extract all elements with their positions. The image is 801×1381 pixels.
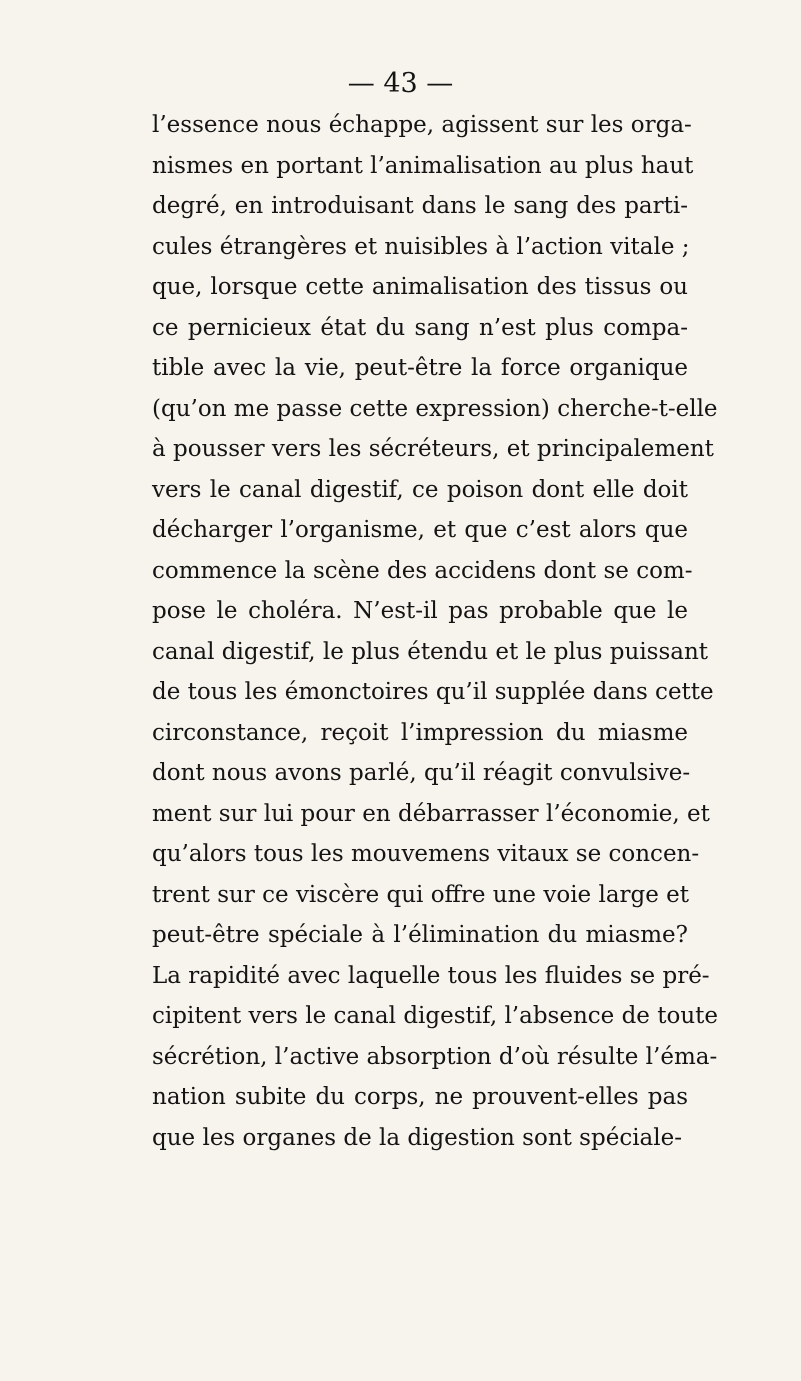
text-line: peut-être spéciale à l’élimination du miasme? [152,922,688,948]
text-line: qu’alors tous les mouvemens vitaux se concen- [152,841,700,867]
text-line: ment sur lui pour en débarrasser l’économie, et [152,800,710,827]
text-line: circonstance, reçoit l’impression du miasme [152,719,688,746]
text-line: de tous les émonctoires qu’il supplée dans cette [152,679,714,705]
text-line: La rapidité avec laquelle tous les fluides se pré- [152,962,710,989]
text-line: degré, en introduisant dans le sang des parti- [152,193,688,219]
text-line: pose le choléra. N’est-il pas probable que le [152,598,688,624]
text-line: (qu’on me passe cette expression) cherche-t-elle [152,395,718,422]
text-line: cules étrangères et nuisibles à l’action vitale ; [152,233,690,260]
text-line: ce pernicieux état du sang n’est plus compa- [152,314,688,341]
page-number: — 43 — [347,68,454,99]
text-line: nismes en portant l’animalisation au plus haut [152,152,694,179]
text-line: dont nous avons parlé, qu’il réagit convulsive- [152,760,691,786]
text-line: à pousser vers les sécréteurs, et principalement [152,436,714,462]
text-line: trent sur ce viscère qui offre une voie large et [152,881,690,908]
text-line: l’essence nous échappe, agissent sur les orga- [152,112,692,138]
text-line: cipitent vers le canal digestif, l’absence de toute [152,1003,718,1029]
body-text [152,105,718,1158]
text-line: que les organes de la digestion sont spéciale- [152,1124,683,1151]
text-line: sécrétion, l’active absorption d’où résulte l’éma- [152,1043,718,1070]
text-line: canal digestif, le plus étendu et le plus puissant [152,638,709,665]
text-line: commence la scène des accidens dont se com- [152,557,693,584]
text-line: décharger l’organisme, et que c’est alors que [152,517,688,543]
text-line: que, lorsque cette animalisation des tissus ou [152,274,688,300]
text-line: nation subite du corps, ne prouvent-elles pas [152,1084,688,1110]
text-line: tible avec la vie, peut-être la force organique [152,355,688,381]
text-line: vers le canal digestif, ce poison dont elle doit [152,476,688,503]
